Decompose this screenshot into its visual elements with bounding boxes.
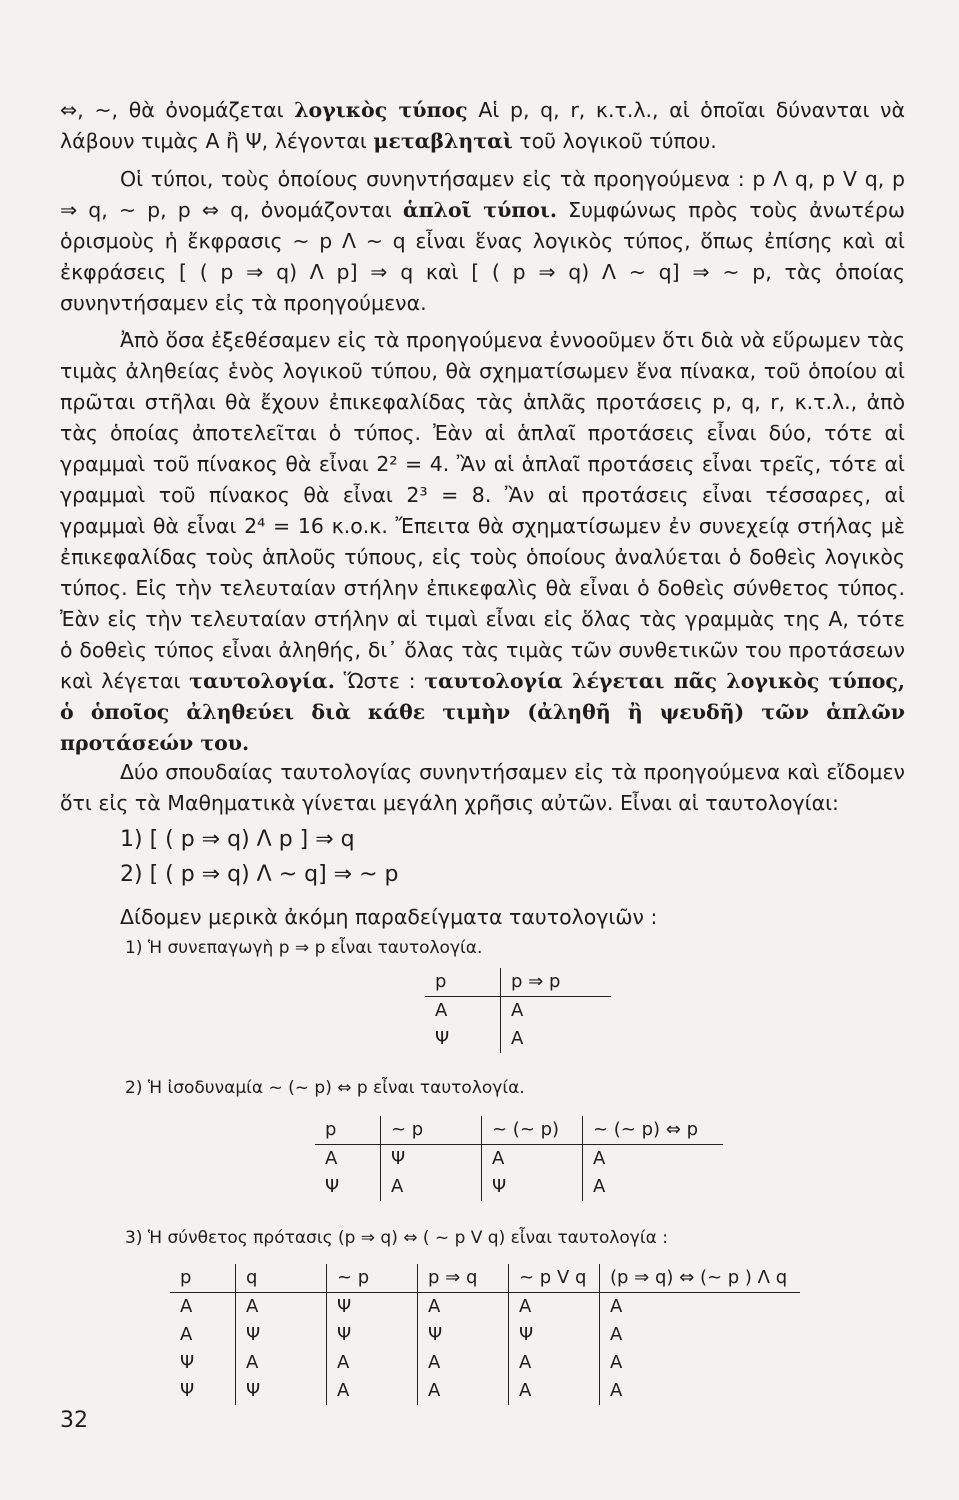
table-header: p [425,968,501,997]
table-cell: Α [236,1349,327,1377]
text-run: Δύο σπουδαίας ταυτολογίας συνηντήσαμεν εἰς τὰ προηγούμενα καὶ εἴδομεν ὅτι εἰς τὰ Μαθηματικὰ γίνεται μεγάλη χρῆσις αὐτῶν. Εἶναι αἱ ταυτολογίαι: [60,760,905,815]
table-header: p [170,1264,236,1293]
paragraph-two-tautologies [60,757,905,819]
table-cell: Ψ [509,1321,600,1349]
table-header: ~ (~ p) [482,1116,583,1145]
table-cell: Α [610,1296,623,1317]
example1-title: 1) Ἡ συνεπαγωγὴ p ⇒ p εἶναι ταυτολογία. [125,938,483,958]
text-run: τοῦ λογικοῦ τύπου. [512,129,717,153]
table-header: q [236,1264,327,1293]
table-header: (p ⇒ q) ⇔ (~ p ) Λ q [600,1264,801,1293]
text-run: Ὥστε : [334,669,425,693]
table-cell: Α [610,1324,623,1345]
table-cell: Α [418,1377,509,1405]
table-cell: Α [482,1145,583,1174]
table-cell: Α [418,1293,509,1322]
table-cell: Α [315,1145,381,1174]
text-run: Αἱ p, q, r, κ.τ.λ., αἱ ὁποῖαι δύνανται νὰ λάβουν τιμὰς Α ἢ Ψ, λέγονται [60,98,905,153]
paragraph-simple-formulas [60,164,905,319]
example2-title: 2) Ἡ ἰσοδυναμία ~ (~ p) ⇔ p εἶναι ταυτολογία. [125,1078,525,1098]
text-run: Ἀπὸ ὅσα ἐξεθέσαμεν εἰς τὰ προηγούμενα ἐννοοῦμεν ὅτι διὰ νὰ εὕρωμεν τὰς τιμὰς ἀληθείας ἑνὸς λογικοῦ τύπου, θὰ σχηματίσωμεν ἕνα πίνακα, τοῦ ὁποίου αἱ πρῶται στῆλαι θὰ ἔχουν ἐπικεφαλίδας τὰς ἁπλᾶς προτάσεις p, q, r, κ.τ.λ., ἀπὸ τὰς ὁποίας ἀποτελεῖται ὁ τύπος. Ἐὰν αἱ ἁπλαῖ προτάσεις εἶναι δύο, τότε αἱ γραμμαὶ τοῦ πίνακος θὰ εἶναι 2² = 4. Ἂν αἱ ἁπλαῖ προτάσεις εἶναι τρεῖς, τότε αἱ γραμμαὶ τοῦ πίνακος θὰ εἶναι 2³ = 8. Ἂν αἱ προτάσεις εἶναι τέσσαρες, αἱ γραμμαὶ θὰ εἶναι 2⁴ = 16 κ.ο.κ. Ἔπειτα θὰ σχηματίσωμεν ἐν συνεχείᾳ στήλας μὲ ἐπικεφαλίδας τοὺς ἁπλοῦς τύπους, εἰς τοὺς ὁποίους ἀναλύεται ὁ δοθεὶς λογικὸς τύπος. Εἰς τὴν τελευταίαν στήλην ἐπικεφαλὶς θὰ εἶναι ὁ δοθεὶς σύνθετος τύπος. Ἐὰν εἰς τὴν τελευταίαν στήλην αἱ τιμαὶ εἶναι εἰς ὅλας τὰς γραμμὰς της Α, τότε ὁ δοθεὶς τύπος εἶναι ἀληθής, δι᾽ ὅλας τὰς τιμὰς τῶν συνθετικῶν του προτάσεων καὶ λέγεται [60,328,905,693]
table-cell: Α [236,1293,327,1322]
table-cell: Ψ [170,1377,236,1405]
table-cell: Α [593,1148,606,1169]
table-cell: Ψ [381,1145,482,1174]
tautology-definition: ταυτολογία λέγεται πᾶς λογικὸς τύπος, ὁ ὁποῖος ἀληθεύει διὰ κάθε τιμὴν (ἀληθῆ ἢ ψευδῆ) τῶν ἁπλῶν προτάσεών του. [60,669,905,755]
table-cell: Ψ [327,1321,418,1349]
table-header: ~ p V q [509,1264,600,1293]
table-cell: Ψ [170,1349,236,1377]
term-tautology: ταυτολογία. [189,669,335,693]
table-cell: Α [170,1293,236,1322]
table-cell: Ψ [315,1173,381,1201]
table-cell: Ψ [327,1293,418,1322]
table-cell: Α [610,1380,623,1401]
table-cell: Α [327,1349,418,1377]
table-cell: Ψ [425,1025,501,1053]
table-cell: Ψ [236,1321,327,1349]
table-cell: Ψ [418,1321,509,1349]
truth-table-1 [425,968,611,1053]
table-header: ~ (~ p) ⇔ p [583,1116,724,1145]
table-header: ~ p [327,1264,418,1293]
table-cell: Α [418,1349,509,1377]
truth-table-2 [315,1116,723,1201]
table-header: ~ p [381,1116,482,1145]
paragraph-truth-tables [60,325,905,759]
text-run: Συμφώνως πρὸς τοὺς ἀνωτέρω ὁρισμοὺς ἡ ἔκφρασις ~ p Λ ~ q εἶναι ἕνας λογικὸς τύπος, ὅπως ἐπίσης καὶ αἱ ἐκφράσεις [ ( p ⇒ q) Λ p] ⇒ q καὶ [ ( p ⇒ q) Λ ~ q] ⇒ ~ p, τὰς ὁποίας συνηντήσαμεν εἰς τὰ προηγούμενα. [60,198,905,315]
truth-table-3 [170,1264,800,1405]
table-cell: Α [593,1176,606,1197]
table-cell: Α [511,1028,524,1049]
table-cell: Α [511,1000,524,1021]
table-cell: Ψ [482,1173,583,1201]
table-header: p [315,1116,381,1145]
page-number: 32 [60,1408,88,1433]
table-cell: Ψ [236,1377,327,1405]
table-cell: Α [425,997,501,1026]
term-logical-formula: λογικὸς τύπος [294,98,468,122]
table-cell: Α [327,1377,418,1405]
example3-title: 3) Ἡ σύνθετος πρότασις (p ⇒ q) ⇔ ( ~ p V q) εἶναι ταυτολογία : [125,1228,668,1248]
paragraph-logical-formula [60,95,905,157]
text-run: Οἱ τύποι, τοὺς ὁποίους συνηντήσαμεν εἰς τὰ προηγούμενα : p Λ q, p V q, p ⇒ q, ~ p, p ⇔ q, ὀνομάζονται [60,167,905,222]
table-cell: Α [509,1377,600,1405]
table-cell: Α [170,1321,236,1349]
tautology-1: 1) [ ( p ⇒ q) Λ p ] ⇒ q [120,827,355,852]
examples-intro: Δίδομεν μερικὰ ἀκόμη παραδείγματα ταυτολογιῶν : [120,905,658,929]
text-run: ⇔, ~, θὰ ὀνομάζεται [60,98,295,122]
table-cell: Α [381,1173,482,1201]
table-header: p ⇒ q [418,1264,509,1293]
term-simple-formulas: ἁπλοῖ τύποι. [402,198,558,222]
table-cell: Α [610,1352,623,1373]
table-cell: Α [509,1349,600,1377]
tautology-2: 2) [ ( p ⇒ q) Λ ~ q] ⇒ ~ p [120,862,399,887]
term-variables: μεταβληταὶ [373,129,513,153]
table-cell: Α [509,1293,600,1322]
table-header: p ⇒ p [501,968,612,997]
